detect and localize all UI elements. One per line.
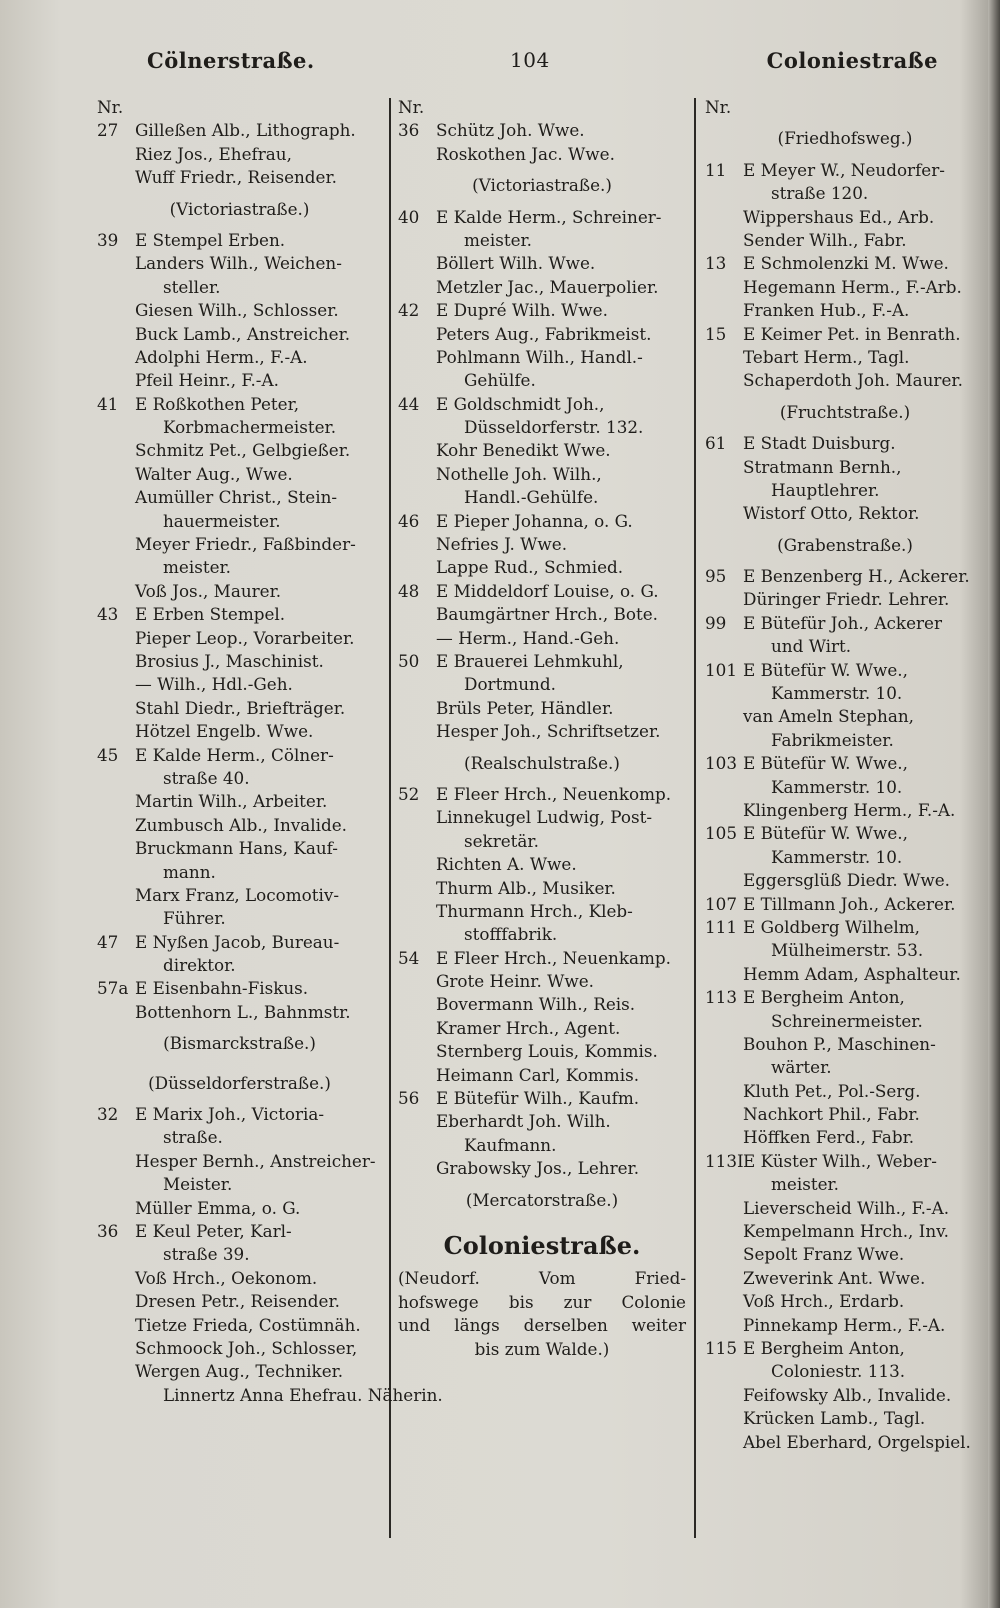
entry-line: Hauptlehrer. (771, 479, 880, 500)
entry-line: hauermeister. (163, 510, 281, 531)
entry-line: Hemm Adam, Asphalteur. (743, 963, 961, 984)
entry-line: Stahl Diedr., Briefträger. (135, 697, 346, 718)
street-description: bis zum Walde.) (474, 1338, 610, 1359)
entry-line: 101 E Bütefür W. Wwe., (705, 659, 985, 682)
column-2 (398, 96, 686, 1361)
entry-line: Wergen Aug., Techniker. (135, 1361, 344, 1382)
entry-line: Schaperdoth Joh. Maurer. (743, 370, 963, 391)
entry-line: Richten A. Wwe. (436, 854, 577, 875)
entry-line: 44 E Goldschmidt Joh., (398, 393, 686, 416)
entry-line: Bovermann Wilh., Reis. (436, 994, 636, 1015)
street-description: hofswege bis zur Colonie (398, 1291, 686, 1312)
house-number: 44 (398, 393, 420, 414)
entry-line: Peters Aug., Fabrikmeist. (436, 323, 652, 344)
entry-line: Bruckmann Hans, Kauf- (135, 838, 338, 859)
entry-line: Korbmachermeister. (163, 417, 337, 438)
entry-line: 46 E Pieper Johanna, o. G. (398, 510, 686, 533)
house-number: 107 (705, 893, 738, 914)
street-heading: (Mercatorstraße.) (465, 1189, 619, 1210)
entry-line: Nachkort Phil., Fabr. (743, 1104, 920, 1125)
entry-line: van Ameln Stephan, (743, 706, 914, 727)
entry-line: Kempelmann Hrch., Inv. (743, 1221, 949, 1242)
house-number: 103 (705, 753, 738, 774)
street-heading: (Düsseldorferstraße.) (148, 1072, 331, 1093)
entry-line: Pinnekamp Herm., F.-A. (743, 1314, 946, 1335)
house-number: 52 (398, 783, 420, 804)
entry-line: 47 E Nyßen Jacob, Bureau- (97, 931, 382, 954)
entry-line: Kramer Hrch., Agent. (436, 1017, 621, 1038)
entry-line: Linnertz Anna Ehefrau. Näherin. (163, 1384, 443, 1405)
entry-line: Marx Franz, Locomotiv- (135, 884, 340, 905)
street-description: (Neudorf. Vom Fried- (398, 1268, 686, 1289)
entry-line: steller. (163, 276, 221, 297)
house-number: 46 (398, 510, 420, 531)
entry-line: mann. (163, 861, 216, 882)
entry-line: Grabowsky Jos., Lehrer. (436, 1158, 640, 1179)
page-edge (988, 0, 1000, 1608)
entry-line: direktor. (163, 955, 236, 976)
col-label: Nr. (705, 97, 732, 117)
entry-line: 99 E Bütefür Joh., Ackerer (705, 612, 985, 635)
entry-line: 103 E Bütefür W. Wwe., (705, 752, 985, 775)
entry-line: meister. (163, 557, 232, 578)
entry-line: 40 E Kalde Herm., Schreiner- (398, 206, 686, 229)
entry-line: 56 E Bütefür Wilh., Kaufm. (398, 1087, 686, 1110)
house-number: 111 (705, 916, 738, 937)
street-heading: (Victoriastraße.) (169, 198, 310, 219)
entry-line: 39 E Stempel Erben. (97, 229, 382, 252)
entry-line: 111 E Goldberg Wilhelm, (705, 916, 985, 939)
house-number: 11 (705, 159, 727, 180)
entry-line: Pieper Leop., Vorarbeiter. (135, 627, 355, 648)
column-divider-2 (694, 98, 696, 1538)
house-number: 54 (398, 947, 420, 968)
col-label: Nr. (398, 97, 425, 117)
entry-line: 42 E Dupré Wilh. Wwe. (398, 299, 686, 322)
entry-line: straße. (163, 1127, 223, 1148)
entry-line: Landers Wilh., Weichen- (135, 253, 342, 274)
entry-line: Adolphi Herm., F.-A. (135, 346, 308, 367)
entry-line: 113 E Bergheim Anton, (705, 986, 985, 1009)
entry-line: Metzler Jac., Mauerpolier. (436, 276, 659, 297)
entry-line: Kluth Pet., Pol.-Serg. (743, 1080, 921, 1101)
entry-line: Mülheimerstr. 53. (771, 940, 924, 961)
entry-line: Aumüller Christ., Stein- (135, 487, 338, 508)
entry-line: Abel Eberhard, Orgelspiel. (743, 1431, 971, 1452)
street-heading: (Victoriastraße.) (472, 175, 612, 196)
entry-line: Pohlmann Wilh., Handl.- (436, 346, 643, 367)
house-number: 41 (97, 393, 119, 414)
house-number: 101 (705, 659, 738, 680)
house-number: 32 (97, 1104, 119, 1125)
entry-line: Hesper Joh., Schriftsetzer. (436, 721, 661, 742)
entry-line: Stratmann Bernh., (743, 456, 902, 477)
street-description: und längs derselben weiter (398, 1315, 686, 1336)
entry-line: straße 40. (163, 767, 250, 788)
entry-line: 52 E Fleer Hrch., Neuenkomp. (398, 783, 686, 806)
entry-line: Düsseldorferstr. 132. (464, 417, 644, 438)
entry-line: Lieverscheid Wilh., F.-A. (743, 1197, 950, 1218)
entry-line: Kammerstr. 10. (771, 683, 903, 704)
entry-line: Buck Lamb., Anstreicher. (135, 323, 351, 344)
entry-line: 107 E Tillmann Joh., Ackerer. (705, 893, 985, 916)
entry-line: Kammerstr. 10. (771, 776, 903, 797)
street-heading: (Bismarckstraße.) (163, 1033, 316, 1054)
entry-line: Hesper Bernh., Anstreicher- (135, 1150, 376, 1171)
entry-line: Walter Aug., Wwe. (135, 463, 293, 484)
entry-line: Feifowsky Alb., Invalide. (743, 1384, 952, 1405)
entry-line: wärter. (771, 1057, 832, 1078)
entry-line: 54 E Fleer Hrch., Neuenkamp. (398, 947, 686, 970)
entry-line: Coloniestr. 113. (771, 1361, 906, 1382)
entry-line: Eberhardt Joh. Wilh. (436, 1111, 611, 1132)
entry-line: Tebart Herm., Tagl. (743, 346, 910, 367)
house-number: 48 (398, 580, 420, 601)
entry-line: 32 E Marix Joh., Victoria- (97, 1103, 382, 1126)
entry-line: Böllert Wilh. Wwe. (436, 253, 596, 274)
house-number: 56 (398, 1088, 420, 1109)
house-number: 47 (97, 931, 119, 952)
entry-line: Bottenhorn L., Bahnmstr. (135, 1001, 351, 1022)
entry-line: 36 Schütz Joh. Wwe. (398, 119, 686, 142)
house-number: 15 (705, 323, 727, 344)
entry-line: Zweverink Ant. Wwe. (743, 1267, 926, 1288)
entry-line: Voß Hrch., Erdarb. (743, 1291, 905, 1312)
entry-line: straße 39. (163, 1244, 250, 1265)
entry-line: Nothelle Joh. Wilh., (436, 463, 602, 484)
entry-line: Sternberg Louis, Kommis. (436, 1041, 658, 1062)
entry-line: 27 Gilleßen Alb., Lithograph. (97, 119, 382, 142)
entry-line: Franken Hub., F.-A. (743, 300, 910, 321)
entry-line: meister. (771, 1174, 840, 1195)
col-label: Nr. (97, 97, 124, 117)
entry-line: Meyer Friedr., Faßbinder- (135, 534, 356, 555)
house-number: 43 (97, 604, 119, 625)
entry-line: Wippershaus Ed., Arb. (743, 206, 935, 227)
house-number: 105 (705, 823, 738, 844)
entry-line: Müller Emma, o. G. (135, 1197, 301, 1218)
entry-line: Linnekugel Ludwig, Post- (436, 807, 652, 828)
column-3 (705, 96, 985, 1454)
entry-line: Roskothen Jac. Wwe. (436, 143, 615, 164)
header-left-title: Cölnerstraße. (147, 48, 315, 73)
house-number: 57a (97, 978, 129, 999)
entry-line: 95 E Benzenberg H., Ackerer. (705, 565, 985, 588)
entry-line: Eggersglüß Diedr. Wwe. (743, 870, 950, 891)
page-number: 104 (510, 48, 550, 72)
entry-line: Hegemann Herm., F.-Arb. (743, 276, 962, 297)
entry-line: Nefries J. Wwe. (436, 534, 568, 555)
entry-line: straße 120. (771, 183, 869, 204)
entry-line: Hötzel Engelb. Wwe. (135, 721, 314, 742)
entry-line: 43 E Erben Stempel. (97, 603, 382, 626)
entry-line: Bouhon P., Maschinen- (743, 1033, 936, 1054)
entry-line: Baumgärtner Hrch., Bote. (436, 604, 658, 625)
entry-line: Wistorf Otto, Rektor. (743, 503, 920, 524)
entry-line: Sender Wilh., Fabr. (743, 229, 907, 250)
entry-line: 13 E Schmolenzki M. Wwe. (705, 252, 985, 275)
house-number: 95 (705, 566, 727, 587)
street-heading: (Grabenstraße.) (777, 534, 913, 555)
entry-line: meister. (464, 229, 533, 250)
entry-line: Thurm Alb., Musiker. (436, 877, 616, 898)
entry-line: 48 E Middeldorf Louise, o. G. (398, 580, 686, 603)
entry-line: Führer. (163, 908, 226, 929)
street-heading: (Friedhofsweg.) (777, 128, 913, 149)
entry-line: Voß Jos., Maurer. (135, 580, 282, 601)
entry-line: Klingenberg Herm., F.-A. (743, 799, 956, 820)
house-number: 39 (97, 229, 119, 250)
house-number: 115 (705, 1337, 738, 1358)
entry-line: 105 E Bütefür W. Wwe., (705, 822, 985, 845)
entry-line: Zumbusch Alb., Invalide. (135, 814, 347, 835)
entry-line: Fabrikmeister. (771, 729, 894, 750)
house-number: 61 (705, 433, 727, 454)
entry-line: 41 E Roßkothen Peter, (97, 393, 382, 416)
entry-line: Schmitz Pet., Gelbgießer. (135, 440, 351, 461)
entry-line: Handl.-Gehülfe. (464, 487, 599, 508)
entry-line: stofffabrik. (464, 924, 558, 945)
house-number: 45 (97, 744, 119, 765)
main-street-title: Coloniestraße. (443, 1231, 641, 1261)
house-number: 36 (97, 1221, 119, 1242)
entry-line: und Wirt. (771, 636, 852, 657)
house-number: 42 (398, 300, 420, 321)
entry-line: Sepolt Franz Wwe. (743, 1244, 905, 1265)
entry-line: 115 E Bergheim Anton, (705, 1337, 985, 1360)
entry-line: Wuff Friedr., Reisender. (135, 167, 337, 188)
entry-line: 61 E Stadt Duisburg. (705, 432, 985, 455)
entry-line: Grote Heinr. Wwe. (436, 971, 595, 992)
house-number: 27 (97, 120, 119, 141)
entry-line: Düringer Friedr. Lehrer. (743, 589, 950, 610)
page-header (0, 48, 1000, 82)
entry-line: Schmoock Joh., Schlosser, (135, 1337, 358, 1358)
entry-line: Kaufmann. (464, 1134, 557, 1155)
entry-line: Schreinermeister. (771, 1010, 923, 1031)
house-number: 113 (705, 987, 738, 1008)
house-number: 40 (398, 206, 420, 227)
entry-line: — Wilh., Hdl.-Geh. (135, 674, 293, 695)
entry-line: Meister. (163, 1174, 233, 1195)
entry-line: 57a E Eisenbahn-Fiskus. (97, 977, 382, 1000)
entry-line: Höffken Ferd., Fabr. (743, 1127, 915, 1148)
entry-line: Martin Wilh., Arbeiter. (135, 791, 328, 812)
entry-line: Tietze Frieda, Costümnäh. (135, 1314, 361, 1335)
entry-line: Riez Jos., Ehefrau, (135, 143, 292, 164)
entry-line: — Herm., Hand.-Geh. (436, 627, 620, 648)
entry-line: Brosius J., Maschinist. (135, 651, 324, 671)
entry-line: 45 E Kalde Herm., Cölner- (97, 744, 382, 767)
entry-line: Kammerstr. 10. (771, 846, 903, 867)
entry-line: Brüls Peter, Händler. (436, 697, 614, 718)
entry-line: 50 E Brauerei Lehmkuhl, (398, 650, 686, 673)
entry-line: sekretär. (464, 830, 539, 851)
entry-line: Krücken Lamb., Tagl. (743, 1408, 926, 1429)
entry-line: Kohr Benedikt Wwe. (436, 440, 611, 461)
entry-line: Heimann Carl, Kommis. (436, 1064, 640, 1085)
entry-line: Giesen Wilh., Schlosser. (135, 300, 339, 321)
header-right-title: Coloniestraße (766, 48, 938, 73)
house-number: 99 (705, 612, 727, 633)
entry-line: Dresen Petr., Reisender. (135, 1291, 340, 1312)
house-number: 36 (398, 120, 420, 141)
entry-line: 113IE Küster Wilh., Weber- (705, 1150, 985, 1173)
entry-line: 11 E Meyer W., Neudorfer- (705, 159, 985, 182)
entry-line: Thurmann Hrch., Kleb- (436, 900, 633, 921)
entry-line: Gehülfe. (464, 370, 536, 391)
column-divider-1 (389, 98, 391, 1538)
street-heading: (Realschulstraße.) (464, 752, 620, 773)
entry-line: Lappe Rud., Schmied. (436, 557, 624, 578)
entry-line: Dortmund. (464, 674, 556, 695)
entry-line: Voß Hrch., Oekonom. (135, 1267, 318, 1288)
house-number: 113I (705, 1150, 744, 1171)
house-number: 50 (398, 651, 420, 671)
entry-line: 15 E Keimer Pet. in Benrath. (705, 323, 985, 346)
entry-line: Pfeil Heinr., F.-A. (135, 370, 279, 391)
street-heading: (Fruchtstraße.) (779, 401, 911, 422)
entry-line: 36 E Keul Peter, Karl- (97, 1220, 382, 1243)
house-number: 13 (705, 253, 727, 274)
